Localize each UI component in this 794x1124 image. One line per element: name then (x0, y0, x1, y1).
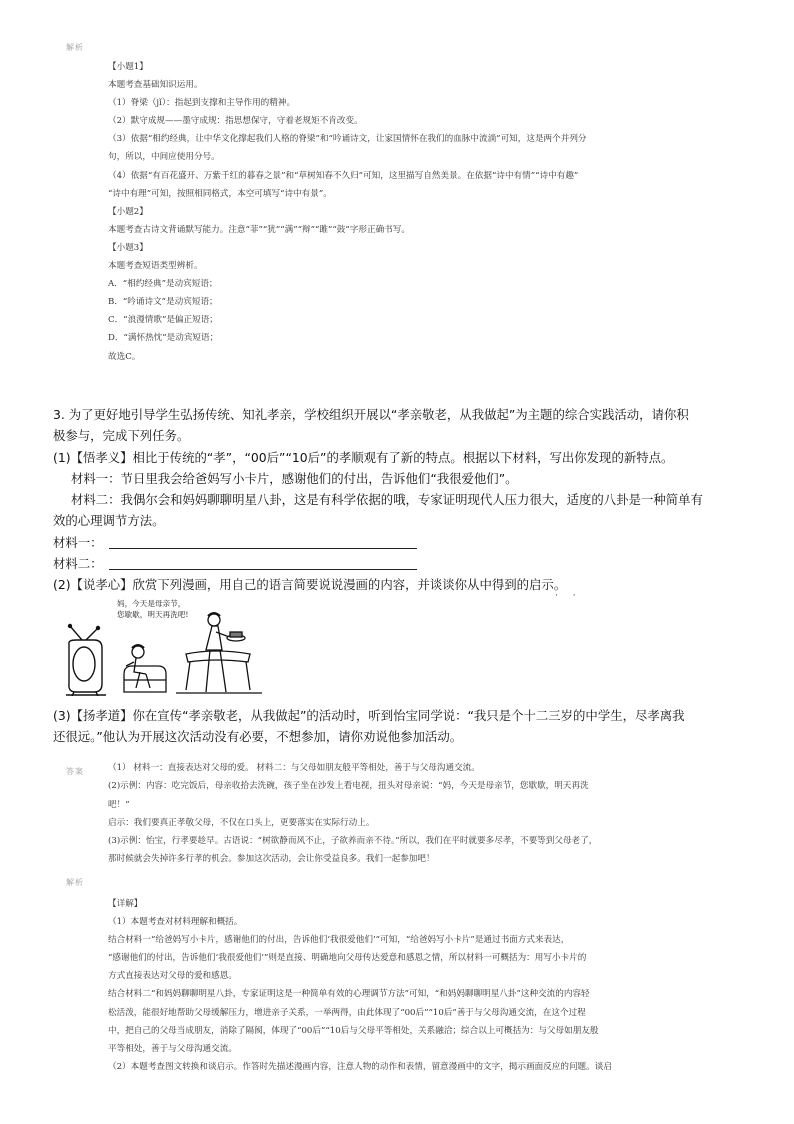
answer-line: （1） 材料一：直接表达对父母的爱。 材料二：与父母如朋友般平等相处，善于与父母沟通交流。 (108, 763, 480, 773)
material-2-line-1: 材料二：我偶尔会和妈妈聊聊明星八卦，这是有科学依据的哦，专家证明现代人压力很大，适度的八卦是一种简单有 (71, 492, 703, 508)
analysis-1-line: A．“相约经典”是动宾短语； (108, 279, 218, 290)
question-intro-line-2: 极参与，完成下列任务。 (53, 428, 190, 444)
analysis-1-line: 本题考查古诗文背诵默写能力。注意“菲”“犹”“满”“辩”“雎”“鼓”字形正确书写。 (108, 224, 410, 235)
question-intro-line-1: 3. 为了更好地引导学生弘扬传统、知礼孝亲，学校组织开展以“孝亲敬老，从我做起”为主题的综合实践活动，请你积 (53, 407, 689, 422)
analysis-1-line: 【小题3】 (108, 242, 148, 253)
subquestion-3-line-2: 还很远。”他认为开展这次活动没有必要，不想参加，请你劝说他参加活动。 (53, 729, 463, 745)
analysis-2-line: （1）本题考查对材料理解和概括。 (108, 917, 243, 928)
child-on-sofa-icon (124, 645, 166, 692)
analysis-section-2 (108, 895, 738, 1076)
analysis-2-line: （2）本题考查图文转换和谈启示。作答时先描述漫画内容，注意人物的动作和表情，留意漫画中的文字，揭示画面反应的问题。谈启 (108, 1061, 612, 1072)
analysis-1-line: （4）依据“有百花盛开、万紫千红的暮春之景”和“草树知春不久归”可知，这里描写自然美景。在依据“诗中有情”“诗中有趣” (108, 170, 579, 181)
answer-blank-1-label: 材料一： (53, 534, 103, 550)
question-3 (53, 404, 753, 596)
subquestion-3 (53, 705, 753, 748)
cartoon-caption-line-2: 您歇歇，明天再洗吧! (117, 610, 189, 619)
answer-tag: 答案 (66, 767, 84, 776)
emphasis-dots: · · (555, 591, 582, 601)
subquestion-2: (2)【说孝心】欣赏下列漫画，用自己的语言简要说说漫画的内容，并谈谈你从中得到的启示。 (53, 577, 567, 593)
analysis-1-line: 【小题2】 (108, 206, 148, 217)
answer-blank-2-line[interactable] (109, 558, 417, 570)
analysis-tag-2: 解析 (66, 878, 84, 887)
tv-icon (66, 625, 106, 697)
subquestion-3-line-1: (3)【扬孝道】你在宣传“孝亲敬老，从我做起”的活动时，听到怡宝同学说：“我只是个十二三岁的中学生，尽孝离我 (53, 708, 685, 723)
analysis-1-line: （2）默守成规——墨守成规：指思想保守，守着老规矩不肯改变。 (108, 116, 363, 127)
analysis-1-line: 【小题1】 (108, 62, 148, 72)
analysis-2-line: 平等相处，善于与父母沟通交流。 (108, 1043, 237, 1054)
answer-section (108, 759, 738, 869)
analysis-1-line: B．“吟诵诗文”是动宾短语； (108, 297, 218, 308)
answer-line: 那时候就会失掉许多行孝的机会。参加这次活动，会让你受益良多。我们一起参加吧！ (108, 854, 435, 865)
analysis-1-line: 本题考查基础知识运用。 (108, 80, 203, 91)
analysis-2-line: 中，把自己的父母当成朋友，消除了隔阂，体现了“00后”“10后与父母平等相处，关系融洽；综合以上可概括为：与父母如朋友般 (108, 1025, 599, 1036)
answer-line: 启示：我们要真正孝敬父母，不仅在口头上，更要落实在实际行动上。 (108, 817, 375, 828)
analysis-1-line: （3）依据“相约经典，让中华文化撑起我们人格的脊梁”和“吟诵诗文，让家国情怀在我们的血脉中流淌”可知，这是两个并列分 (108, 134, 587, 145)
answer-blank-2-label: 材料二： (53, 556, 103, 572)
analysis-2-line: 结合材料二“和妈妈聊聊明星八卦，专家证明这是一种简单有效的心理调节方法”可知，“和妈妈聊聊明星八卦”这种交流的内容轻 (108, 989, 590, 1000)
analysis-2-line: 【详解】 (108, 899, 143, 909)
answer-line: 吧！” (108, 799, 130, 810)
analysis-section-1 (108, 58, 738, 366)
material-1: 材料一：节日里我会给爸妈写小卡片，感谢他们的付出，告诉他们“我很爱他们”。 (71, 470, 518, 486)
answer-line: (2)示例：内容：吃完饭后，母亲收拾去洗碗，孩子坐在沙发上看电视，扭头对母亲说：“妈，今天是母亲节，您歇歇，明天再洗 (108, 781, 589, 792)
mother-washing-dishes-icon (176, 613, 262, 693)
analysis-1-line: 故选C。 (108, 351, 141, 362)
answer-blank-2[interactable] (53, 553, 753, 574)
analysis-2-line: 结合材料一“给爸妈写小卡片，感谢他们的付出，告诉他们‘我很爱他们’”可知，“给爸妈写小卡片”是通过书面方式来表达， (108, 935, 570, 946)
analysis-tag: 解析 (66, 43, 84, 52)
analysis-1-line: （1）脊梁（jǐ）：指起到支撑和主导作用的精神。 (108, 98, 296, 109)
analysis-2-line: 方式直接表达对父母的爱和感恩。 (108, 971, 237, 982)
analysis-2-line: 松活泼，能很好地帮助父母缓解压力，增进亲子关系，一举两得，由此体现了“00后”“10后”善于与父母沟通交流，在这个过程 (108, 1007, 586, 1018)
analysis-1-line: 句，所以，中间应使用分号。 (108, 152, 220, 163)
answer-blank-1-line[interactable] (109, 537, 417, 549)
answer-line: (3)示例：怡宝，行孝要趁早。古语说：“树欲静而风不止，子欲养而亲不待。”所以，我们在平时就要多尽孝，不要等到父母老了， (108, 836, 598, 847)
subquestion-1: (1)【悟孝义】相比于传统的“孝”，“00后”“10后”的孝顺观有了新的特点。根据以下材料，写出你发现的新特点。 (53, 449, 674, 465)
analysis-1-line: “诗中有理”可知，按照相同格式，本空可填写“诗中有景”。 (108, 188, 332, 199)
analysis-1-line: 本题考查短语类型辨析。 (108, 261, 203, 272)
cartoon-caption-line-1: 妈，今天是母亲节， (117, 599, 186, 608)
analysis-1-line: C．“浪漫情歌”是偏正短语； (108, 315, 218, 326)
analysis-1-line: D．“满怀热忱”是动宾短语； (108, 333, 219, 344)
answer-blank-1[interactable] (53, 532, 753, 553)
analysis-2-line: “感谢他们的付出，告诉他们‘我很爱他们’”则是直接、明确地向父母传达爱意和感恩之情，所以材料一可概括为：用写小卡片的 (108, 953, 587, 964)
material-2-line-2: 效的心理调节方法。 (53, 513, 165, 529)
cartoon-illustration (66, 596, 266, 696)
